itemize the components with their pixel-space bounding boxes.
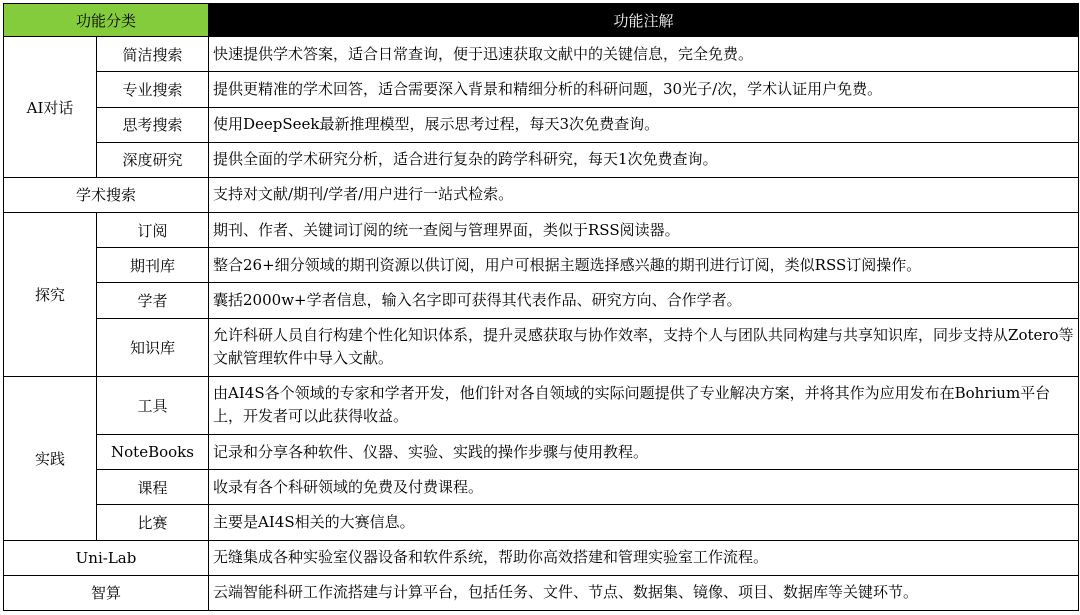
sub-scholars: 学者 [97, 283, 209, 318]
group-practice: 实践 [4, 376, 97, 540]
desc-competitions: 主要是AI4S相关的大赛信息。 [209, 505, 1079, 540]
desc-tools: 由AI4S各个领域的专家和学者开发，他们针对各自领域的实际问题提供了专业解决方案，并将其作为应用发布在Bohrium平台上，开发者可以此获得收益。 [209, 376, 1079, 434]
table-row [4, 435, 1079, 470]
group-uni-lab: Uni-Lab [4, 540, 209, 575]
desc-deep-research: 提供全面的学术研究分析，适合进行复杂的跨学科研究，每天1次免费查询。 [209, 142, 1079, 177]
table-row [4, 37, 1079, 72]
desc-uni-lab: 无缝集成各种实验室仪器设备和软件系统，帮助你高效搭建和管理实验室工作流程。 [209, 540, 1079, 575]
table-row [4, 470, 1079, 505]
sub-knowledge-base: 知识库 [97, 318, 209, 376]
desc-compute: 云端智能科研工作流搭建与计算平台，包括任务、文件、节点、数据集、镜像、项目、数据库等关键环节。 [209, 575, 1079, 610]
sub-notebooks: NoteBooks [97, 435, 209, 470]
sub-tools: 工具 [97, 376, 209, 434]
sub-deep-research: 深度研究 [97, 142, 209, 177]
table-row [4, 318, 1079, 376]
sub-courses: 课程 [97, 470, 209, 505]
group-scholar-search: 学术搜索 [4, 177, 209, 212]
table-row [4, 283, 1079, 318]
sub-pro-search: 专业搜索 [97, 72, 209, 107]
table-row [4, 177, 1079, 212]
table-row [4, 376, 1079, 434]
desc-courses: 收录有各个科研领域的免费及付费课程。 [209, 470, 1079, 505]
desc-scholar-search: 支持对文献/期刊/学者/用户进行一站式检索。 [209, 177, 1079, 212]
category-header: 功能分类 [4, 4, 209, 37]
desc-scholars: 囊括2000w+学者信息，输入名字即可获得其代表作品、研究方向、合作学者。 [209, 283, 1079, 318]
desc-think-search: 使用DeepSeek最新推理模型，展示思考过程，每天3次免费查询。 [209, 107, 1079, 142]
desc-subscribe: 期刊、作者、关键词订阅的统一查阅与管理界面，类似于RSS阅读器。 [209, 213, 1079, 248]
notes-header: 功能注解 [209, 4, 1079, 37]
desc-notebooks: 记录和分享各种软件、仪器、实验、实践的操作步骤与使用教程。 [209, 435, 1079, 470]
sub-think-search: 思考搜索 [97, 107, 209, 142]
sub-journal-library: 期刊库 [97, 248, 209, 283]
group-explore: 探究 [4, 213, 97, 377]
sub-simple-search: 简洁搜索 [97, 37, 209, 72]
table-row [4, 575, 1079, 610]
desc-knowledge-base: 允许科研人员自行构建个性化知识体系，提升灵感获取与协作效率，支持个人与团队共同构建与共享知识库，同步支持从Zotero等文献管理软件中导入文献。 [209, 318, 1079, 376]
table-row [4, 213, 1079, 248]
sub-subscribe: 订阅 [97, 213, 209, 248]
sub-competitions: 比赛 [97, 505, 209, 540]
table-row [4, 107, 1079, 142]
table-row [4, 248, 1079, 283]
table-row [4, 72, 1079, 107]
table-row [4, 142, 1079, 177]
group-compute: 智算 [4, 575, 209, 610]
table-header-row [4, 4, 1079, 37]
table-row [4, 540, 1079, 575]
group-ai-dialog: AI对话 [4, 37, 97, 178]
desc-journal-library: 整合26+细分领域的期刊资源以供订阅，用户可根据主题选择感兴趣的期刊进行订阅，类似RSS订阅操作。 [209, 248, 1079, 283]
desc-simple-search: 快速提供学术答案，适合日常查询，便于迅速获取文献中的关键信息，完全免费。 [209, 37, 1079, 72]
desc-pro-search: 提供更精准的学术回答，适合需要深入背景和精细分析的科研问题，30光子/次，学术认证用户免费。 [209, 72, 1079, 107]
feature-table [3, 3, 1079, 611]
table-row [4, 505, 1079, 540]
